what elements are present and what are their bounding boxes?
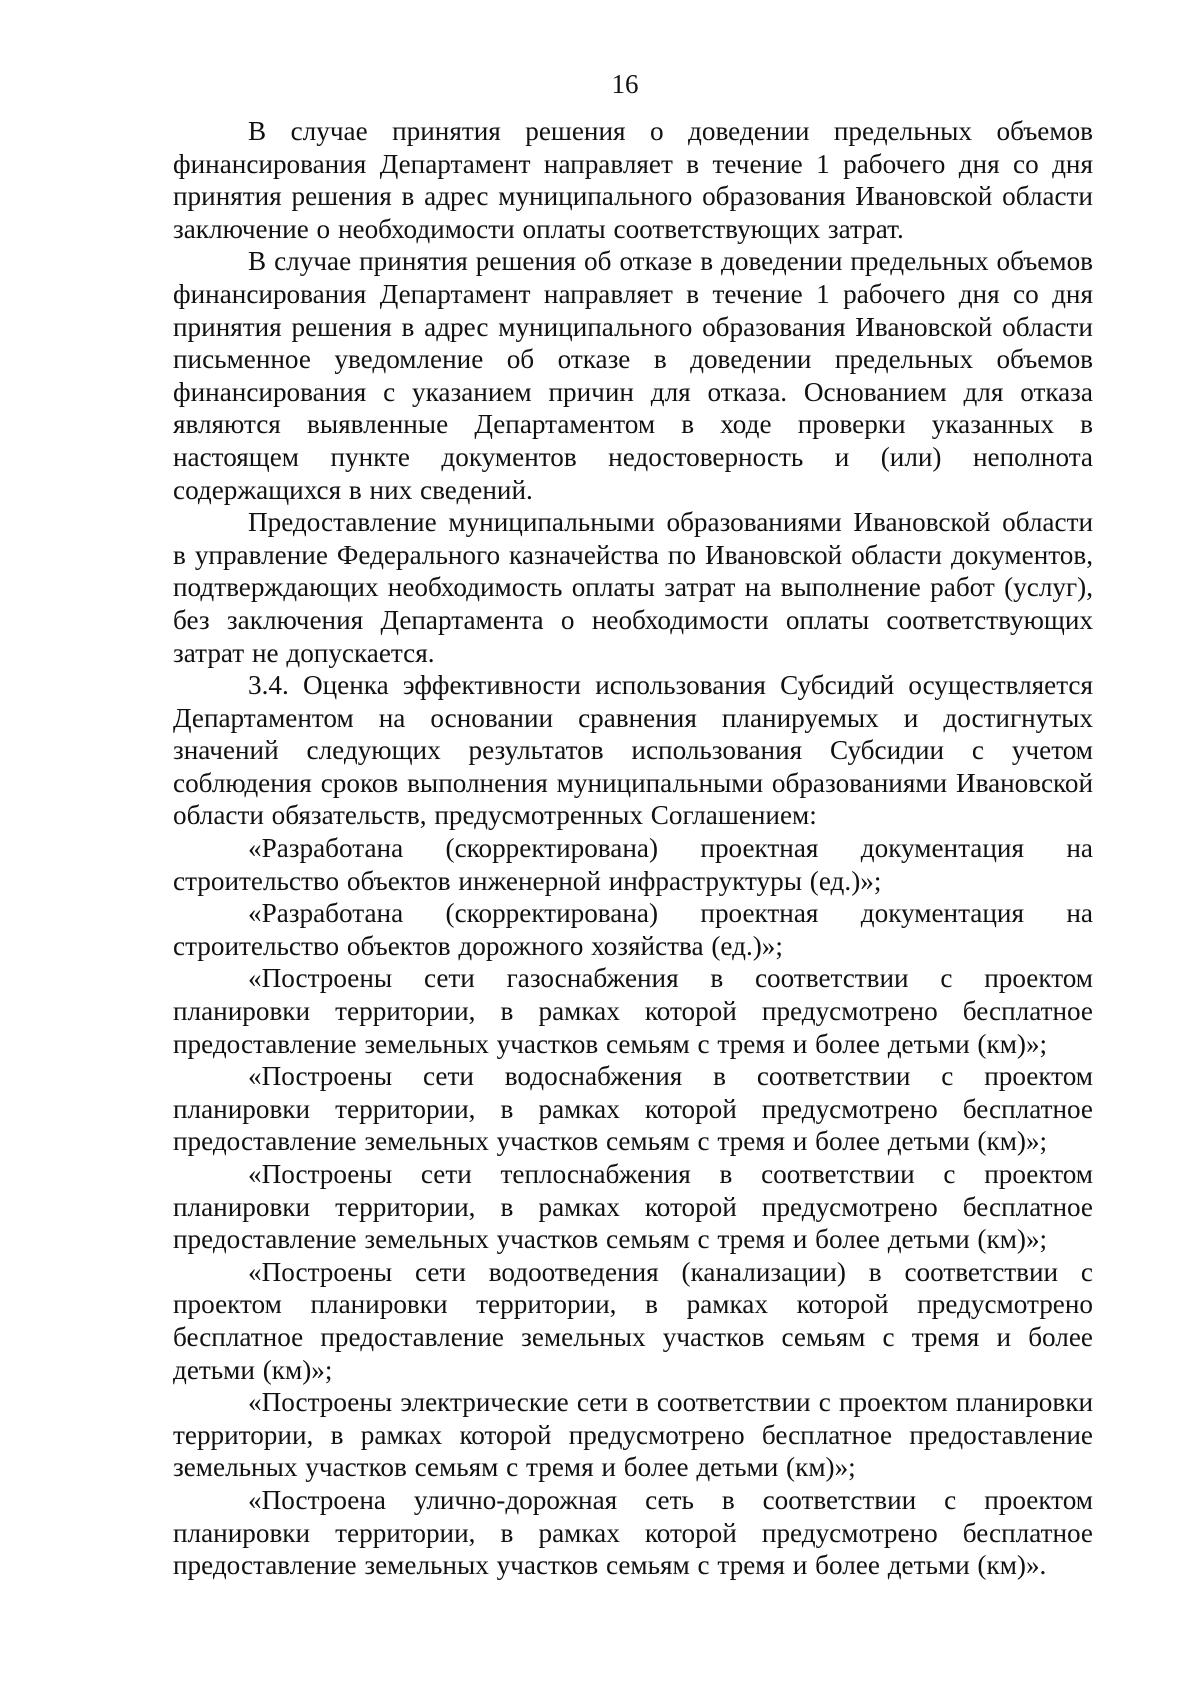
- paragraph-treasury-submission: Предоставление муниципальными образованиями Ивановской области в управление Федерального казначейства по Ивановской области документов, подтверждающих необходимость оплаты затрат на выполнение работ (услуг), без заключения Департамента о необходимости оплаты соответствующих затрат не допускается.: [173, 507, 1093, 668]
- result-heat-supply-networks: «Построены сети теплоснабжения в соответствии с проектом планировки территории, в рамках которой предусмотрено бесплатное предоставление земельных участков семьям с тремя и более детьми (км)»;: [173, 1159, 1093, 1255]
- paragraph-decision-refusal: В случае принятия решения об отказе в доведении предельных объемов финансирования Департамент направляет в течение 1 рабочего дня со дня принятия решения в адрес муниципального образования Ивановской области письменное уведомление об отказе в доведении предельных объемов финансирования с указанием причин для отказа. Основанием для отказа являются выявленные Департаментом в ходе проверки указанных в настоящем пункте документов недостоверность и (или) неполнота содержащихся в них сведений.: [173, 246, 1093, 505]
- document-body: [173, 115, 1093, 1582]
- result-gas-networks: «Построены сети газоснабжения в соответствии с проектом планировки территории, в рамках которой предусмотрено бесплатное предоставление земельных участков семьям с тремя и более детьми (км)»;: [173, 963, 1093, 1059]
- paragraph-decision-approval: В случае принятия решения о доведении предельных объемов финансирования Департамент направляет в течение 1 рабочего дня со дня принятия решения в адрес муниципального образования Ивановской области заключение о необходимости оплаты соответствующих затрат.: [173, 116, 1093, 244]
- page-number: 16: [611, 69, 639, 99]
- result-engineering-design: «Разработана (скорректирована) проектная документация на строительство объектов инженерной инфраструктуры (ед.)»;: [173, 833, 1093, 896]
- result-road-design: «Разработана (скорректирована) проектная документация на строительство объектов дорожного хозяйства (ед.)»;: [173, 898, 1093, 961]
- result-electric-networks: «Построены электрические сети в соответствии с проектом планировки территории, в рамках которой предусмотрено бесплатное предоставление земельных участков семьям с тремя и более детьми (км)»;: [173, 1387, 1093, 1483]
- result-sewerage-networks: «Построены сети водоотведения (канализации) в соответствии с проектом планировки территории, в рамках которой предусмотрено бесплатное предоставление земельных участков семьям с тремя и более детьми (км)»;: [173, 1256, 1093, 1385]
- paragraph-efficiency-evaluation: 3.4. Оценка эффективности использования Субсидий осуществляется Департаментом на основании сравнения планируемых и достигнутых значений следующих результатов использования Субсидии с учетом соблюдения сроков выполнения муниципальными образованиями Ивановской области обязательств, предусмотренных Соглашением:: [173, 670, 1093, 831]
- result-water-supply-networks: «Построены сети водоснабжения в соответствии с проектом планировки территории, в рамках которой предусмотрено бесплатное предоставление земельных участков семьям с тремя и более детьми (км)»;: [173, 1061, 1093, 1157]
- result-road-network: «Построена улично-дорожная сеть в соответствии с проектом планировки территории, в рамках которой предусмотрено бесплатное предоставление земельных участков семьям с тремя и более детьми (км)».: [173, 1484, 1093, 1581]
